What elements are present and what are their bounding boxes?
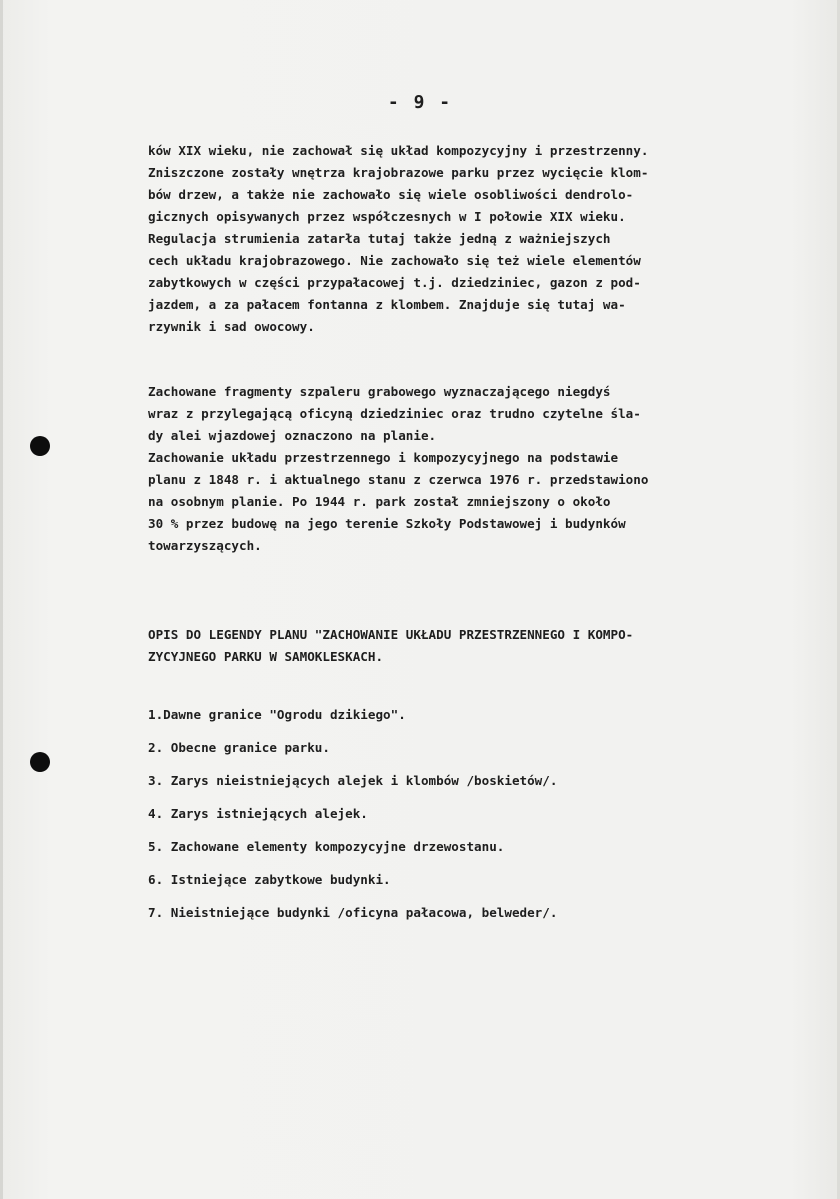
legend-item: 4. Zarys istniejących alejek. <box>148 806 368 821</box>
paragraph-1 <box>148 140 818 338</box>
legend-item: 3. Zarys nieistniejących alejek i klombów /boskietów/. <box>148 773 558 788</box>
text-line: towarzyszących. <box>148 538 262 553</box>
text-line: planu z 1848 r. i aktualnego stanu z czerwca 1976 r. przedstawiono <box>148 472 649 487</box>
text-line: rzywnik i sad owocowy. <box>148 319 315 334</box>
legend-item: 7. Nieistniejące budynki /oficyna pałacowa, belweder/. <box>148 905 558 920</box>
text-line: cech układu krajobrazowego. Nie zachowało się też wiele elementów <box>148 253 641 268</box>
text-line: dy alei wjazdowej oznaczono na planie. <box>148 428 437 443</box>
text-line: zabytkowych w części przypałacowej t.j. dziedziniec, gazon z pod- <box>148 275 641 290</box>
legend-item: 2. Obecne granice parku. <box>148 740 330 755</box>
punch-hole-bottom <box>30 752 50 772</box>
heading-line: ZYCYJNEGO PARKU W SAMOKLESKACH. <box>148 649 384 664</box>
text-line: bów drzew, a także nie zachowało się wiele osobliwości dendrolo- <box>148 187 634 202</box>
page-number: - 9 - <box>387 92 453 113</box>
text-line: Zachowanie układu przestrzennego i kompozycyjnego na podstawie <box>148 450 619 465</box>
text-line: ków XIX wieku, nie zachował się układ kompozycyjny i przestrzenny. <box>148 143 649 158</box>
legend-list <box>148 698 818 929</box>
legend-item: 5. Zachowane elementy kompozycyjne drzewostanu. <box>148 839 505 854</box>
legend-heading <box>148 624 818 668</box>
text-line: gicznych opisywanych przez współczesnych w I połowie XIX wieku. <box>148 209 626 224</box>
text-line: Zniszczone zostały wnętrza krajobrazowe parku przez wycięcie klom- <box>148 165 649 180</box>
paragraph-2 <box>148 381 818 557</box>
text-line: Zachowane fragmenty szpaleru grabowego wyznaczającego niegdyś <box>148 384 611 399</box>
legend-item: 6. Istniejące zabytkowe budynki. <box>148 872 391 887</box>
text-line: Regulacja strumienia zatarła tutaj także jedną z ważniejszych <box>148 231 611 246</box>
page-edge-left <box>0 0 3 1199</box>
text-line: wraz z przylegającą oficyną dziedziniec oraz trudno czytelne śla- <box>148 406 641 421</box>
punch-hole-top <box>30 436 50 456</box>
text-line: 30 % przez budowę na jego terenie Szkoły Podstawowej i budynków <box>148 516 626 531</box>
text-line: na osobnym planie. Po 1944 r. park został zmniejszony o około <box>148 494 611 509</box>
legend-item: 1.Dawne granice "Ogrodu dzikiego". <box>148 707 406 722</box>
heading-line: OPIS DO LEGENDY PLANU "ZACHOWANIE UKŁADU PRZESTRZENNEGO I KOMPO- <box>148 627 634 642</box>
text-line: jazdem, a za pałacem fontanna z klombem. Znajduje się tutaj wa- <box>148 297 626 312</box>
